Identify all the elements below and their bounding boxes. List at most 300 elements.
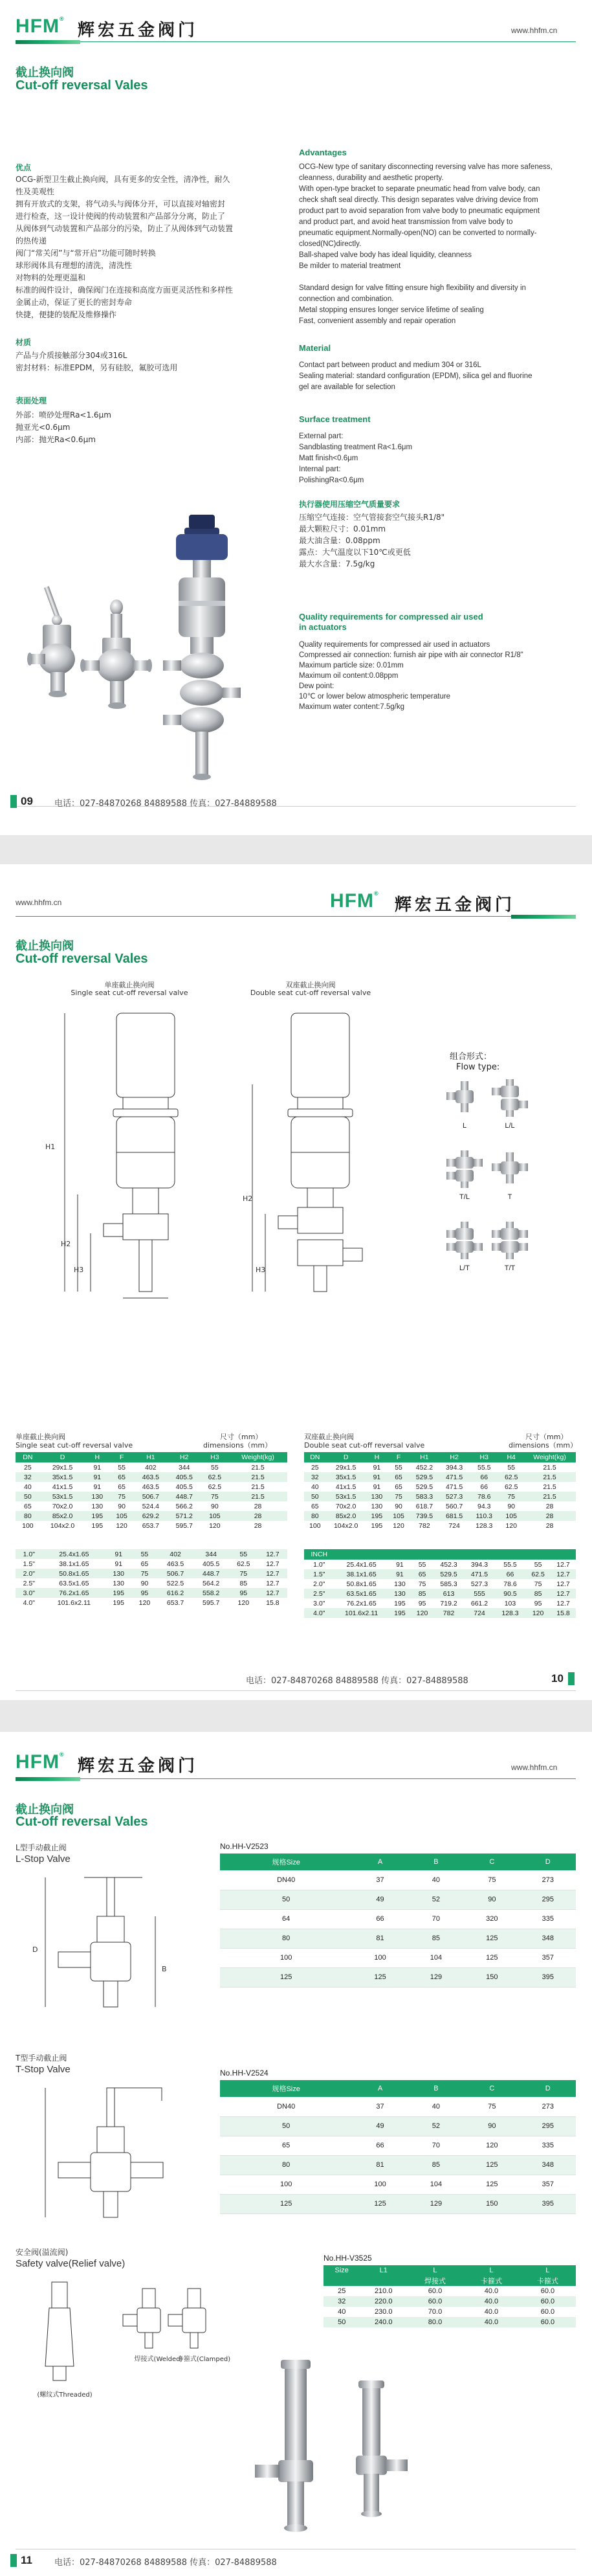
text-line [299,272,577,283]
text-line: closed(NC)directly. [299,240,362,248]
table-cell: 85 [411,1589,433,1598]
table-cell: 529.5 [433,1569,464,1579]
table-cell: 100 [352,1948,408,1967]
table-cell: 80 [16,1511,40,1521]
table-cell: 402 [158,1549,193,1559]
table-cell: 100 [220,2175,352,2194]
surface-title-en: Surface treatment [299,414,371,424]
table-cell: 21.5 [523,1492,576,1501]
table-cell: 273 [520,2097,576,2116]
table-cell: 85x2.0 [40,1511,85,1521]
table-cell: 60.0 [520,2317,576,2327]
table-cell: 195 [366,1521,388,1530]
table-cell: 595.7 [168,1521,201,1530]
table-cell: 661.2 [464,1598,494,1608]
table-header-cell: 规格Size [220,1854,352,1870]
table-cell: 65 [220,2136,352,2155]
table-header-cell [411,1549,433,1560]
table-cell: 104 [408,1948,464,1967]
page-title-cn: 截止换向阀 [16,66,74,80]
table-cell: 12.7 [551,1598,576,1608]
table-cell: 75 [464,1870,520,1890]
double-seat-inch-table [304,1549,576,1618]
table-cell: 12.7 [258,1578,287,1588]
table-cell: 344 [193,1549,229,1559]
catalog-page-10 [0,864,592,1700]
table-header-cell: D [326,1452,366,1462]
table-row [220,1909,576,1929]
table-cell: 12.7 [258,1549,287,1559]
table-cell: 65 [304,1501,326,1511]
table-cell: 65 [109,1472,134,1482]
table-cell: 78.6 [495,1579,525,1589]
table-cell: 52 [408,2116,464,2136]
flow-type-title-en: Flow type: [456,1062,500,1072]
table-row [304,1462,576,1472]
table-cell: 110.3 [469,1511,499,1521]
table-cell: 130 [366,1492,388,1501]
catalog-page-09 [0,0,592,835]
table-cell: 653.7 [134,1521,168,1530]
table-cell: 125 [352,1967,408,1987]
table-cell: 95 [525,1598,551,1608]
text-line: OCG-新型卫生截止换向阀，具有更多的安全性，清净性，耐久 [16,175,230,184]
lstop-drawing [39,1871,188,2020]
table-row [220,2097,576,2116]
table-header-cell: D [40,1452,85,1462]
table-cell: 452.2 [410,1462,439,1472]
table-cell: 76.2x1.65 [334,1598,389,1608]
table-cell: 25 [16,1462,40,1472]
table-cell: 100 [16,1521,40,1530]
text-line: 压缩空气连接：空气管接套空气接头R1/8" [299,513,445,522]
table-cell: 91 [85,1472,109,1482]
site-url: www.hhfm.cn [511,26,558,35]
text-line: 露点：大气温度以下10℃或更低 [299,548,411,557]
table-cell: 40 [408,2097,464,2116]
table-row [16,1472,287,1482]
table-cell: 125 [352,2194,408,2213]
table-cell: 25 [323,2286,360,2296]
text-line: 进行检查，这一设计使阀的传动装置和产品部分分离，防止了 [16,212,226,221]
table-header-cell: Weight(kg) [523,1452,576,1462]
lstop-label-en: L-Stop Valve [16,1854,71,1865]
text-line: 外部：喷砂处理Ra<1.6μm [16,410,111,420]
footer-contact: 电话：027-84870268 84889588 传真：027-84889588 [246,1676,468,1686]
table-cell: 81 [352,1929,408,1948]
table-cell: 65 [109,1482,134,1492]
table-cell: 90 [499,1501,523,1511]
material-title-en: Material [299,343,331,353]
table-row [304,1569,576,1579]
table-cell: 653.7 [158,1598,193,1607]
table-cell: 91 [105,1549,131,1559]
text-line: pneumatic equipment.Normally-open(NO) can be converted to normally- [299,229,537,237]
pneumatic-valve-photo [163,515,241,780]
table-cell: 91 [366,1472,388,1482]
table-row [304,1501,576,1511]
table-cell: 320 [464,1909,520,1929]
table-cell: 1.5" [16,1559,43,1569]
table-cell: 240.0 [360,2317,407,2327]
table-header-cell: Size [323,2265,360,2276]
safety-label-cn: 安全阀(溢流阀) [16,2248,69,2257]
table-cell: 55 [109,1462,134,1472]
table-row [304,1589,576,1598]
table-cell: 629.2 [134,1511,168,1521]
table-cell: 560.7 [439,1501,469,1511]
text-line: Matt finish<0.6μm [299,454,358,462]
table-cell: 91 [85,1462,109,1472]
table-header-cell: INCH [304,1549,334,1560]
air-title-en-1: Quality requirements for compressed air used [299,612,483,622]
table-row [16,1578,287,1588]
table-row [16,1501,287,1511]
text-line: 最大水含量：7.5g/kg [299,559,375,568]
table-cell: 21.5 [523,1462,576,1472]
table-row [220,1967,576,1987]
page-marker [10,795,17,808]
advantages-title-en: Advantages [299,148,347,157]
table-cell: 37 [352,2097,408,2116]
table-cell: 12.7 [551,1579,576,1589]
table-cell: 62.5 [499,1472,523,1482]
page-number: 09 [21,795,33,807]
text-line: 10℃ or lower below atmospheric temperature [299,693,451,700]
manual-valve-photo-2 [80,599,152,709]
text-line: 对物料的处理更温和 [16,273,86,282]
table-cell: 564.2 [193,1578,229,1588]
table-cell: 3.0" [16,1588,43,1598]
table-cell: 394.3 [439,1462,469,1472]
single-seat-label-en: Single seat cut-off reversal valve [71,989,188,997]
table-cell: 35x1.5 [326,1472,366,1482]
double-table-title-en: Double seat cut-off reversal valve [304,1441,425,1450]
table-cell: 195 [105,1598,131,1607]
company-name: 辉宏五金阀门 [78,21,199,40]
table-cell: 60.0 [520,2307,576,2317]
table-header-cell: H1 [410,1452,439,1462]
tstop-model: No.HH-V2524 [220,2068,269,2078]
table-cell: 70.0 [407,2307,463,2317]
table-cell: 12.7 [551,1569,576,1579]
safety-valve-photos [246,2353,453,2548]
safety-label-en: Safety valve(Relief valve) [16,2258,126,2269]
table-row [304,1598,576,1608]
table-cell: 4.0" [304,1608,334,1618]
table-header-cell: L [520,2265,576,2276]
table-cell: 105 [109,1511,134,1521]
table-cell: 91 [85,1482,109,1492]
table-cell: 62.5 [201,1482,228,1492]
text-line: Sandblasting treatment Ra<1.6μm [299,443,413,451]
table-cell: 95 [229,1588,258,1598]
table-cell: 100 [220,1948,352,1967]
table-cell: 62.5 [525,1569,551,1579]
table-cell: 130 [85,1501,109,1511]
table-cell: 50 [16,1492,40,1501]
table-row [16,1598,287,1607]
single-seat-dn-table [16,1452,287,1530]
table-cell: 452.3 [433,1560,464,1569]
table-row [220,1929,576,1948]
table-cell: 2.0" [16,1569,43,1578]
table-cell: 527.3 [464,1579,494,1589]
table-cell: 15.8 [258,1598,287,1607]
table-row [16,1549,287,1559]
surface-text-cn [16,409,287,446]
table-cell: 527.3 [439,1492,469,1501]
table-cell: 40 [408,1870,464,1890]
table-cell: 724 [439,1521,469,1530]
table-cell: 52 [408,1890,464,1909]
table-header-cell: A [352,2080,408,2097]
table-cell: 90 [464,1890,520,1909]
site-url: www.hhfm.cn [16,898,62,907]
table-cell: 65 [131,1559,157,1569]
text-line: product part to avoid separation from valve body to pneumatic equipment [299,207,540,215]
table-cell: 60.0 [407,2296,463,2307]
site-url: www.hhfm.cn [511,1763,558,1772]
table-cell: 120 [131,1598,157,1607]
text-line: 密封材料：标准EPDM，另有硅胶，氟胶可选用 [16,363,178,372]
table-cell: 85 [525,1589,551,1598]
table-cell: 394.3 [464,1560,494,1569]
table-cell: 41x1.5 [326,1482,366,1492]
table-cell: 49 [352,1890,408,1909]
table-cell: 49 [352,2116,408,2136]
catalog-page-11 [0,1732,592,2576]
table-cell: 12.7 [258,1588,287,1598]
table-cell: 32 [304,1472,326,1482]
table-row [304,1482,576,1492]
table-cell: 471.5 [464,1569,494,1579]
text-line: connection and combination. [299,295,394,303]
safety-valve-drawings [26,2276,233,2405]
table-header-row [16,1452,287,1462]
table-cell: 195 [366,1511,388,1521]
table-cell: 195 [85,1511,109,1521]
table-cell: 348 [520,1929,576,1948]
table-row [16,1511,287,1521]
text-line: 拥有开放式的支架，将气动头与阀体分开，可以直接对轴密封 [16,199,226,208]
table-cell: 128.3 [469,1521,499,1530]
table-header-cell: Weight(kg) [228,1452,287,1462]
table-cell: 120 [201,1521,228,1530]
table-cell: 681.5 [439,1511,469,1521]
table-cell: 100 [304,1521,326,1530]
tstop-label-cn: T型手动截止阀 [16,2054,67,2063]
table-row [304,1608,576,1618]
lstop-table [220,1854,576,1988]
table-cell: 348 [520,2155,576,2175]
weld-label: 焊接式(Welded) [134,2356,183,2363]
footer-contact: 电话：027-84870268 84889588 传真：027-84889588 [54,2558,277,2568]
table-cell: 125 [464,1929,520,1948]
tstop-table [220,2080,576,2214]
table-header-row [323,2265,576,2276]
table-cell: 70x2.0 [40,1501,85,1511]
table-cell: 64 [220,1909,352,1929]
table-cell: 55 [229,1549,258,1559]
table-cell: 75 [525,1579,551,1589]
table-cell: 2.0" [304,1579,334,1589]
company-name: 辉宏五金阀门 [78,1756,199,1776]
table-cell: 724 [464,1608,494,1618]
table-cell: 3.0" [304,1598,334,1608]
table-cell: 782 [433,1608,464,1618]
dim-H2: H2 [61,1240,71,1248]
double-unit-cn: 尺寸（mm） [525,1433,568,1441]
table-cell: 357 [520,2175,576,2194]
table-cell: 35x1.5 [40,1472,85,1482]
table-cell: 21.5 [228,1472,287,1482]
valve-photos [26,505,298,790]
table-cell: 105 [388,1511,410,1521]
table-cell: 75 [388,1492,410,1501]
table-cell: 571.2 [168,1511,201,1521]
table-header-cell [334,1549,389,1560]
table-cell: 12.7 [258,1569,287,1578]
table-cell: 40 [304,1482,326,1492]
table-header-cell: C [464,2080,520,2097]
table-header-cell: A [352,1854,408,1870]
table-cell: 66 [495,1569,525,1579]
text-line: 标准的阀件设计，确保阀门在连接和高度方面更灵活性和多样性 [16,286,234,295]
table-cell: 21.5 [228,1462,287,1472]
flow-label-2: L/L [505,1122,515,1130]
table-cell: 130 [105,1569,131,1578]
table-cell: 130 [105,1578,131,1588]
table-cell: 62.5 [201,1472,228,1482]
table-subheader-cell: 卡箍式 [463,2276,520,2286]
table-cell: 2.5" [304,1589,334,1598]
table-cell: 613 [433,1589,464,1598]
table-cell: 40.0 [463,2307,520,2317]
table-cell: 463.5 [134,1482,168,1492]
tstop-drawing [39,2081,188,2230]
table-cell: 28 [523,1501,576,1511]
table-row [16,1569,287,1578]
page-title-en: Cut-off reversal Vales [16,1815,148,1829]
thread-label: (螺纹式Threaded) [37,2391,93,2399]
text-line: Maximum particle size: 0.01mm [299,662,404,669]
table-row [220,1870,576,1890]
table-cell: 12.7 [551,1560,576,1569]
footer-contact: 电话：027-84870268 84889588 传真：027-84889588 [54,799,277,809]
text-line: External part: [299,432,344,440]
text-line: 最大油含量：0.08ppm [299,536,380,545]
table-cell: DN40 [220,1870,352,1890]
table-cell: 75 [131,1569,157,1578]
table-cell: 2.5" [16,1578,43,1588]
table-cell: 130 [389,1589,411,1598]
table-header-cell: D [520,2080,576,2097]
table-row [220,2194,576,2213]
table-cell: 150 [464,1967,520,1987]
table-cell: 78.6 [469,1492,499,1501]
table-cell: DN40 [220,2097,352,2116]
table-header-row [220,2080,576,2097]
table-row [16,1482,287,1492]
table-cell: 80.0 [407,2317,463,2327]
table-cell: 529.5 [410,1472,439,1482]
text-line: Sealing material: standard configuration (EPDM), silica gel and fluorine [299,372,532,380]
table-cell: 60.0 [520,2296,576,2307]
table-cell: 90 [131,1578,157,1588]
table-cell: 130 [366,1501,388,1511]
table-cell: 129 [408,2194,464,2213]
table-cell: 558.2 [193,1588,229,1598]
table-cell: 50 [323,2317,360,2327]
table-cell: 80 [304,1511,326,1521]
table-cell: 90 [201,1501,228,1511]
footer-rule [16,1690,576,1691]
table-subheader-cell [323,2276,360,2286]
table-cell: 1.5" [304,1569,334,1579]
text-line: 最大颗粒尺寸：0.01mm [299,524,386,533]
table-cell: 230.0 [360,2307,407,2317]
text-line: PolishingRa<0.6μm [299,476,364,484]
page-title-cn: 截止换向阀 [16,1803,74,1817]
table-cell: 91 [366,1482,388,1492]
table-row [16,1559,287,1569]
table-row [220,2136,576,2155]
text-line: Standard design for valve fitting ensure high flexibility and diversity in [299,284,526,292]
table-cell: 41x1.5 [40,1482,85,1492]
text-line: and product part, and avoid heat transmission from valve body to [299,218,513,226]
table-cell: 75 [201,1492,228,1501]
dim-H2-double: H2 [243,1194,253,1203]
table-cell: 55 [411,1560,433,1569]
single-unit-en: dimensions（mm） [203,1441,272,1450]
table-cell: 101.6x2.11 [43,1598,106,1607]
table-cell: 66 [469,1482,499,1492]
table-cell: 90 [464,2116,520,2136]
text-line: Metal stopping ensures longer service lifetime of sealing [299,306,484,314]
table-row [220,1948,576,1967]
table-cell: 21.5 [523,1482,576,1492]
table-cell: 50.8x1.65 [43,1569,106,1578]
air-text-cn [299,511,577,570]
table-cell: 130 [389,1579,411,1589]
material-title-cn: 材质 [16,338,32,347]
table-cell: 70x2.0 [326,1501,366,1511]
table-cell: 128.3 [495,1608,525,1618]
table-cell: 463.5 [134,1472,168,1482]
table-cell: 94.3 [469,1501,499,1511]
text-line: 从阀体到气动装置和产品部分的污染，防止了从阀体到气动装置 [16,224,234,233]
table-cell: 120 [411,1608,433,1618]
table-cell: 120 [229,1598,258,1607]
table-row [220,2116,576,2136]
table-cell: 782 [410,1521,439,1530]
table-cell: 75 [229,1569,258,1578]
table-cell: 195 [85,1521,109,1530]
text-line: 的热传递 [16,236,47,245]
table-header-cell: H [366,1452,388,1462]
text-line: Maximum water content:7.5g/kg [299,703,404,711]
table-cell: 618.7 [410,1501,439,1511]
table-cell: 405.5 [193,1559,229,1569]
table-cell: 63.5x1.65 [334,1589,389,1598]
table-cell: 120 [525,1608,551,1618]
table-row [16,1521,287,1530]
table-cell: 719.2 [433,1598,464,1608]
table-cell: 55 [131,1549,157,1559]
table-cell: 522.5 [158,1578,193,1588]
table-header-cell: DN [304,1452,326,1462]
